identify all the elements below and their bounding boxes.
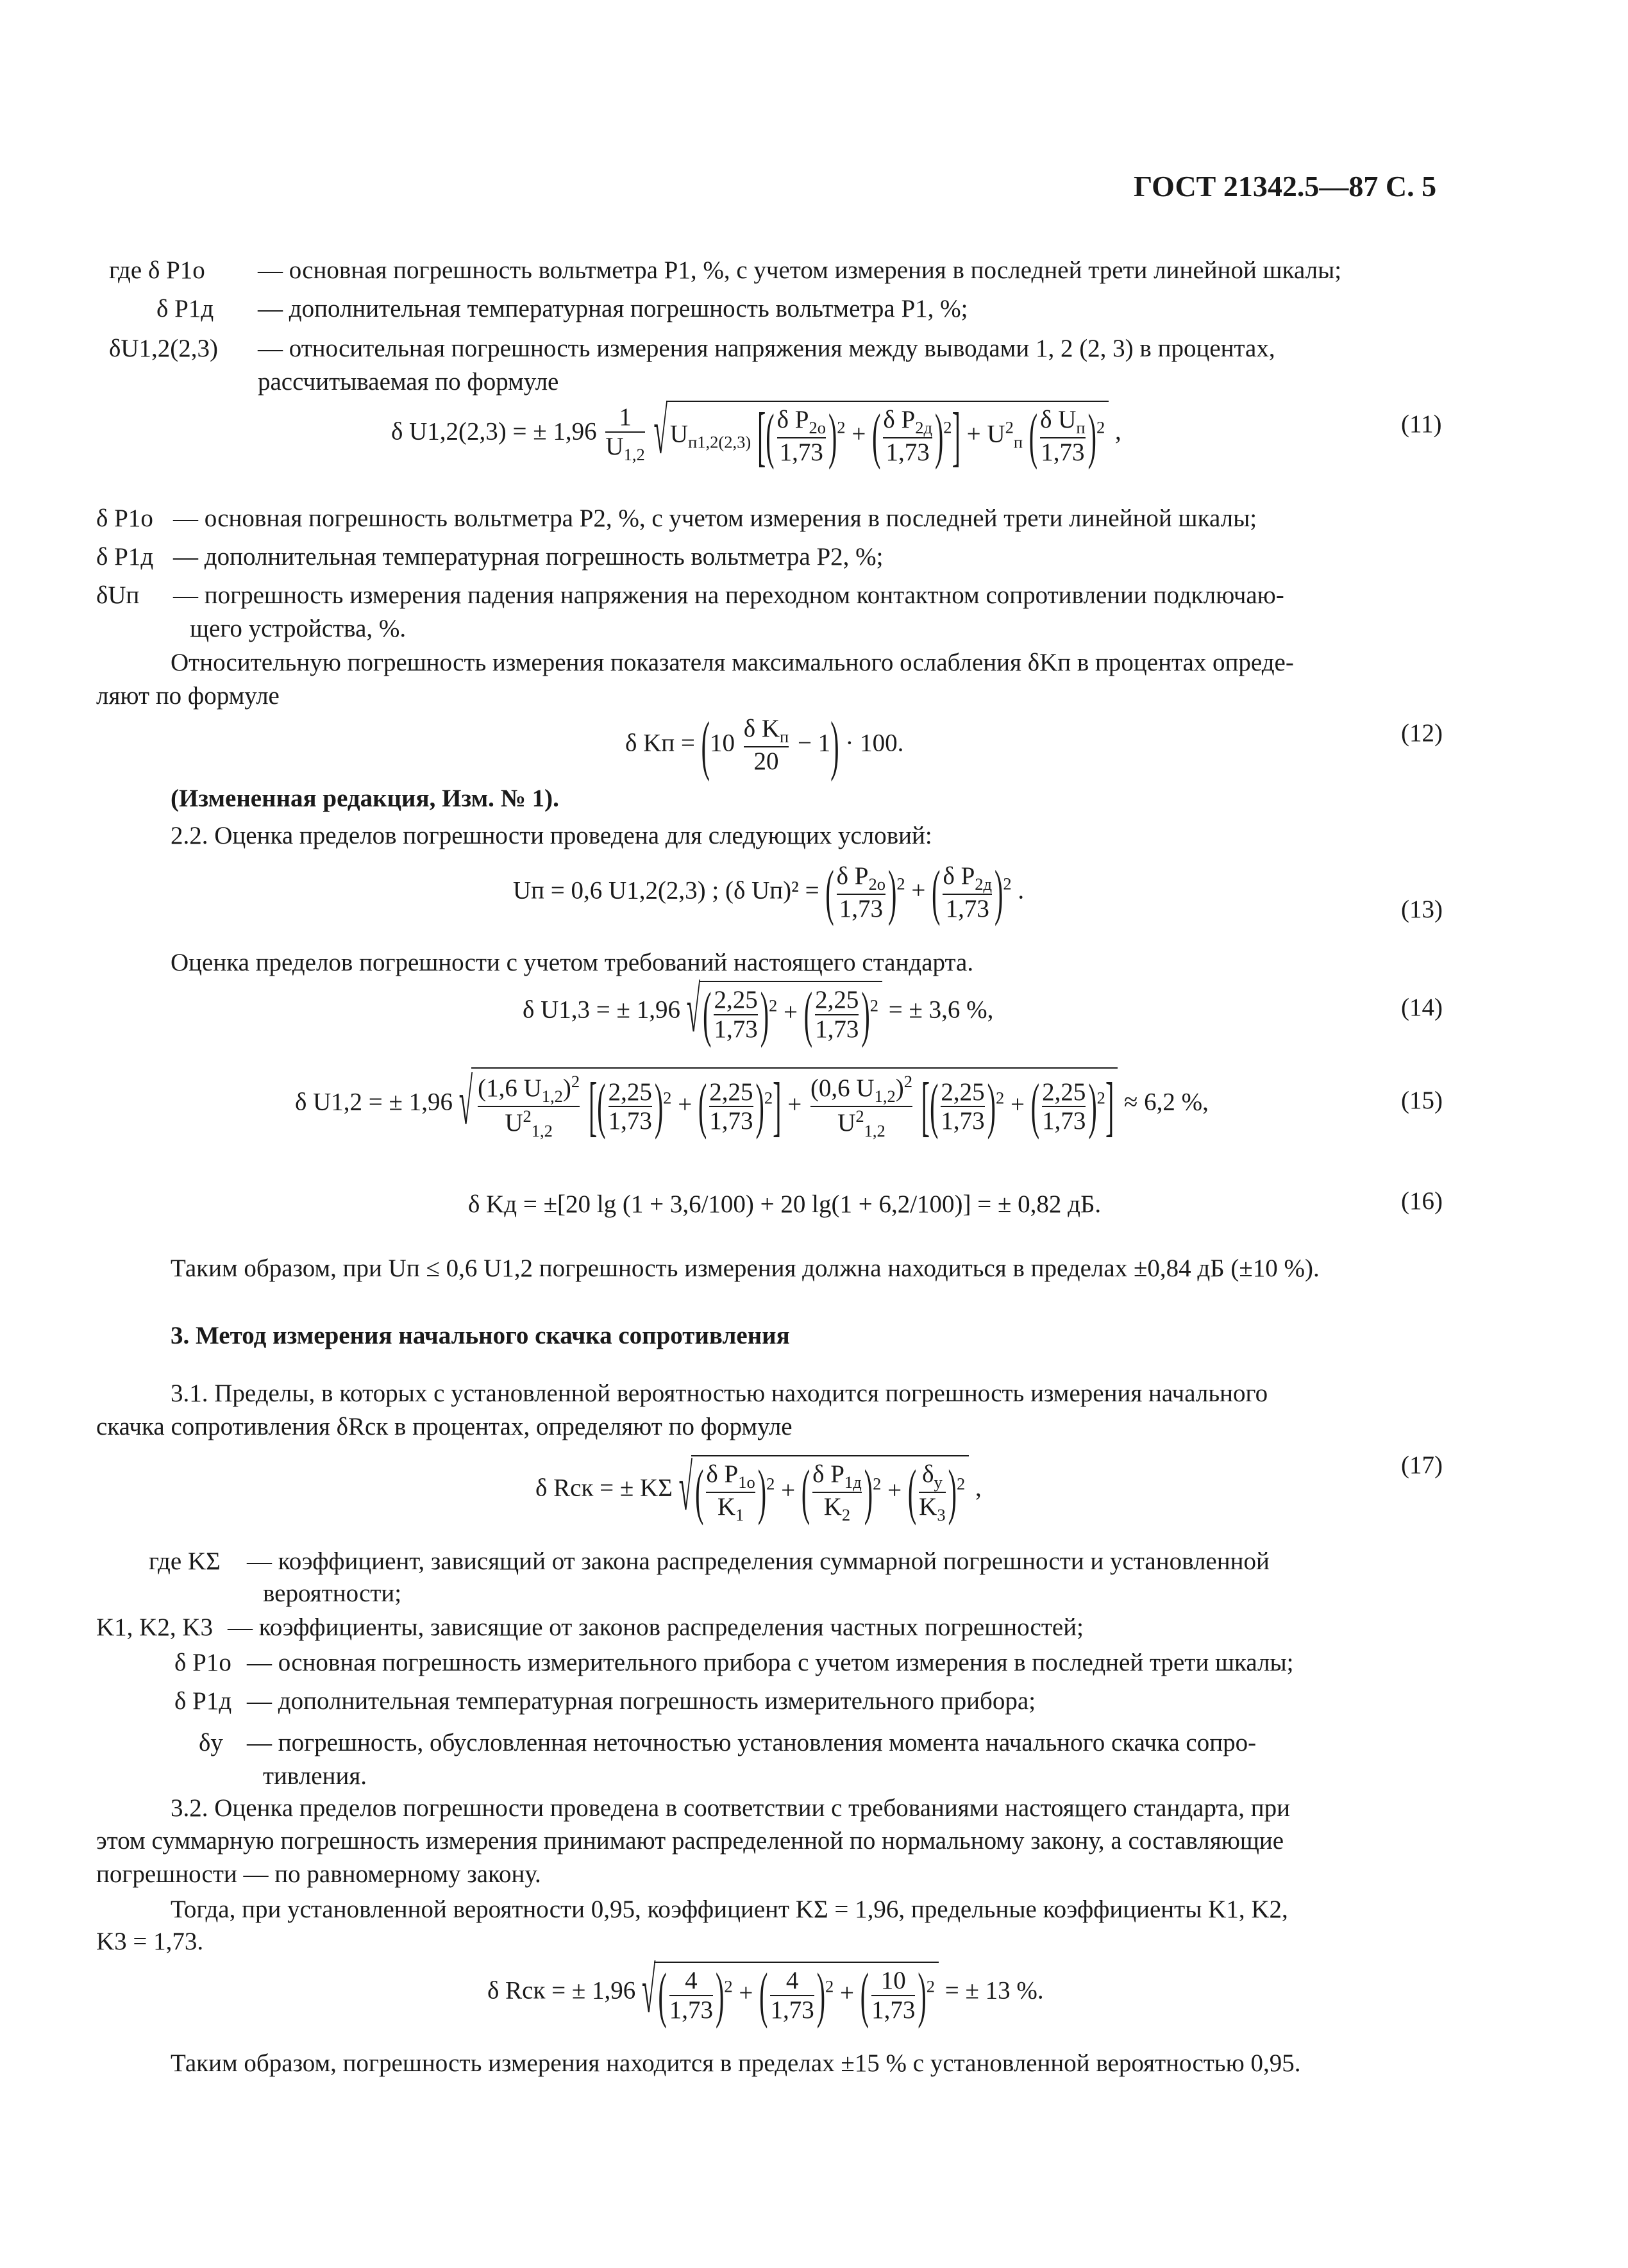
equation-16: δ Kд = ±[20 lg (1 + 3,6/100) + 20 lg(1 + 6,2/100)] = ± 0,82 дБ. [468, 1190, 1102, 1218]
def-text: — коэффициент, зависящий от закона распределения суммарной погрешности и установленной [247, 1547, 1270, 1575]
def-text: — дополнительная температурная погрешность вольтметра P2, %; [173, 543, 884, 571]
paragraph: Тогда, при установленной вероятности 0,95, коэффициент KΣ = 1,96, предельные коэффициенты K1, K2, [171, 1896, 1288, 1923]
def-term: где δ P1о [109, 256, 205, 284]
def-text-cont: рассчитываемая по формуле [258, 368, 559, 396]
paragraph: 3.1. Пределы, в которых с установленной вероятностью находится погрешность измерения начального [171, 1380, 1268, 1407]
def-term: δ P1д [174, 1687, 232, 1715]
def-term: δ P1о [174, 1649, 231, 1676]
def-text: — погрешность измерения падения напряжения на переходном контактном сопротивлении подключаю- [173, 581, 1284, 609]
equation-number: (13) [1401, 896, 1443, 923]
equation-number: (16) [1401, 1187, 1443, 1215]
def-text: — основная погрешность вольтметра P1, %, с учетом измерения в последней трети линейной шкалы; [258, 256, 1342, 284]
equation-17: δ Rск = ± KΣ √ ( $\frac{\delta P_{1о}}{K_1}$ )$^2$ + ( $\frac{\delta P_{1д}}{K_2}$ )$^2$ + ( $\frac{\delta_у}{K_3}$ )$^2$ , [535, 1453, 982, 1527]
equation-number: (15) [1401, 1087, 1443, 1114]
def-text: — основная погрешность измерительного прибора с учетом измерения в последней трети шкалы; [247, 1649, 1294, 1676]
equation-12: δ Kп = (10 $\frac{\delta K_п}{20}$ − 1) · 100. [625, 706, 904, 782]
def-term: K1, K2, K3 [96, 1613, 213, 1641]
def-term: δу [199, 1729, 223, 1756]
paragraph: скачка сопротивления δRск в процентах, определяют по формуле [96, 1413, 793, 1440]
def-term: δ P1д [156, 295, 214, 322]
paragraph: этом суммарную погрешность измерения принимают распределенной по нормальному закону, а составляющие [96, 1827, 1284, 1855]
equation-lhs: δ U1,2(2,3) = ± 1,96 [391, 417, 597, 446]
paragraph: ляют по формуле [96, 682, 280, 710]
paragraph: Оценка пределов погрешности с учетом требований настоящего стандарта. [171, 949, 974, 976]
paragraph: погрешности — по равномерному закону. [96, 1860, 541, 1888]
def-text: — коэффициенты, зависящие от законов распределения частных погрешностей; [228, 1613, 1084, 1641]
def-text: — дополнительная температурная погрешность измерительного прибора; [247, 1687, 1036, 1715]
def-text-cont: вероятности; [263, 1580, 402, 1607]
equation-15: δ U1,2 = ± 1,96 √ $\frac{(1,6 U_{1,2})^2}{U^2_{1,2}}$ [( $\frac{2,25}{1,73}$ )$^2$ + ( $\frac{2,25}{1,73}$ )$^2$] + $\frac{(0,6 U_{1,2})^2}{U^2_{1,2}}$ [( $\frac{2,25}{1,73}$ )$^2$ + ( $\frac{2,25}{1,73}$ )$^2$] ≈ 6,2 %, [295, 1067, 1209, 1144]
equation-number: (14) [1401, 994, 1443, 1021]
def-text-cont: щего устройства, %. [190, 615, 407, 642]
def-text-cont: тивления. [263, 1762, 367, 1790]
def-term: δ P1д [96, 543, 154, 571]
paragraph: K3 = 1,73. [96, 1928, 204, 1955]
def-term: δUп [96, 581, 140, 609]
equation-final: δ Rск = ± 1,96 √ ( $\frac{4}{1,73}$ )$^2$ + ( $\frac{4}{1,73}$ )$^2$ + ( $\frac{10}{1,73}$ )$^2$ = ± 13 %. [487, 1955, 1044, 2030]
document-header: ГОСТ 21342.5—87 С. 5 [1134, 170, 1437, 203]
section-2-2: 2.2. Оценка пределов погрешности проведена для следующих условий: [171, 822, 932, 849]
equation-13: Uп = 0,6 U1,2(2,3) ; (δ Uп)² = ( $\frac{\delta P_{2о}}{1,73}$ )$^2$ + ( $\frac{\delta P_{2д}}{1,73}$ )$^2$ . [513, 857, 1025, 927]
fraction: $\frac{1}{U_{1,2}}$ [605, 403, 645, 464]
equation-14: δ U1,3 = ± 1,96 √ ( $\frac{2,25}{1,73}$ )$^2$ + ( $\frac{2,25}{1,73}$ )$^2$ = ± 3,6 %, [523, 974, 994, 1049]
equation-number: (11) [1401, 410, 1442, 438]
def-text: — погрешность, обусловленная неточностью установления момента начального скачка сопро- [247, 1729, 1257, 1756]
def-term: δ P1о [96, 504, 153, 532]
def-text: — основная погрешность вольтметра P2, %, с учетом измерения в последней трети линейной шкалы; [173, 504, 1257, 532]
paragraph: Таким образом, погрешность измерения находится в пределах ±15 % с установленной вероятностью 0,95. [171, 2049, 1301, 2077]
section-title: 3. Метод измерения начального скачка сопротивления [171, 1322, 790, 1349]
paragraph: Таким образом, при Uп ≤ 0,6 U1,2 погрешность измерения должна находиться в пределах ±0,84 дБ (±10 %). [171, 1255, 1320, 1282]
equation-number: (12) [1401, 719, 1443, 747]
revision-note: (Измененная редакция, Изм. № 1). [171, 785, 559, 812]
def-term: где KΣ [149, 1547, 221, 1575]
equation-11: δ U1,2(2,3) = ± 1,96 $\frac{1}{U_{1,2}}$ √ $U_{п1,2(2,3)}$ [( $\frac{\delta P_{2о}}{1,73}$ )$^2$ + ( $\frac{\delta P_{2д}}{1,73}$ )$^2] + U^2_п$ ( $\frac{\delta U_п}{1,73}$ )$^2$ , [391, 396, 1121, 473]
def-text: — относительная погрешность измерения напряжения между выводами 1, 2 (2, 3) в процентах, [258, 335, 1275, 362]
def-text: — дополнительная температурная погрешность вольтметра P1, %; [258, 295, 968, 322]
def-term: δU1,2(2,3) [109, 335, 219, 362]
paragraph: 3.2. Оценка пределов погрешности проведена в соответствии с требованиями настоящего стандарта, при [171, 1794, 1291, 1822]
paragraph: Относительную погрешность измерения показателя максимального ослабления δKп в процентах опреде- [171, 649, 1294, 676]
equation-number: (17) [1401, 1451, 1443, 1479]
